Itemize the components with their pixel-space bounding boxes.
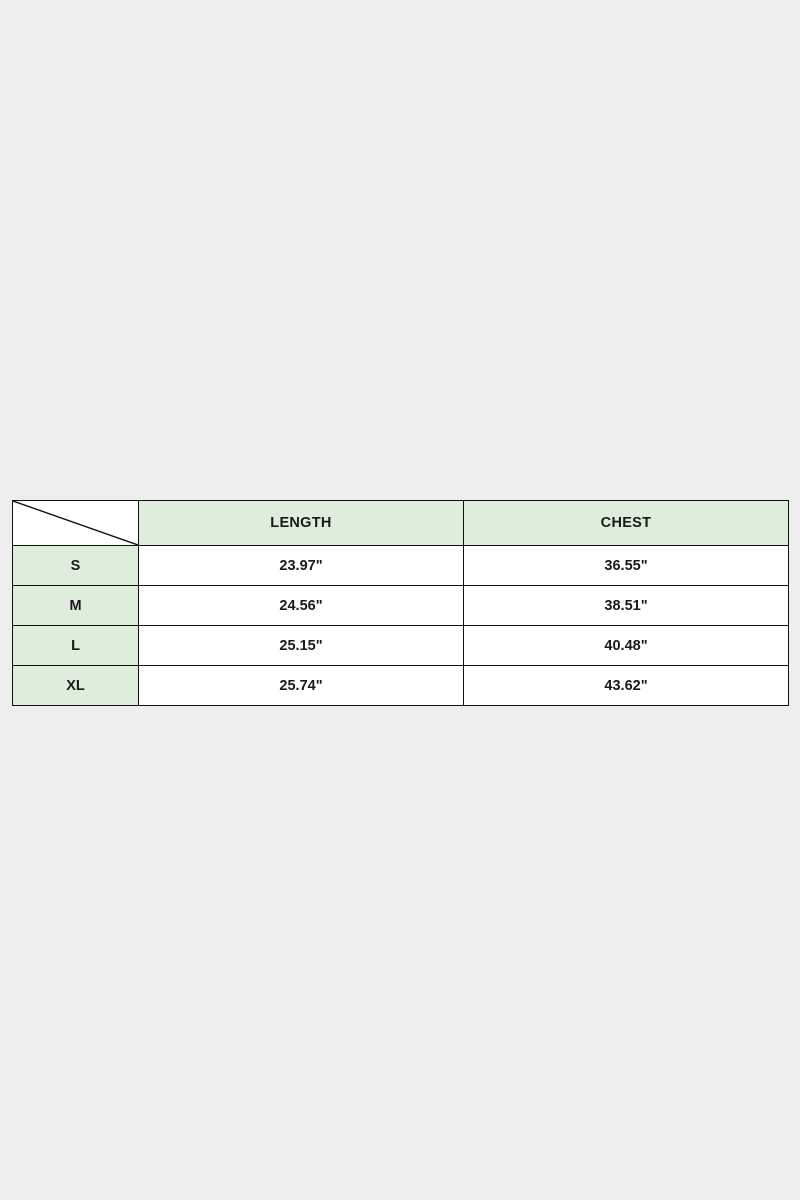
row-size-label: S (13, 546, 139, 586)
table-row (13, 666, 789, 706)
size-chart-container (12, 500, 788, 706)
cell-chest: 36.55" (464, 546, 789, 586)
row-size-label: XL (13, 666, 139, 706)
cell-length: 25.74" (139, 666, 464, 706)
column-header-length: LENGTH (139, 501, 464, 546)
cell-length: 25.15" (139, 626, 464, 666)
cell-length: 23.97" (139, 546, 464, 586)
corner-diagonal-cell (13, 501, 139, 546)
cell-chest: 38.51" (464, 586, 789, 626)
diagonal-line-icon (13, 501, 138, 545)
cell-chest: 43.62" (464, 666, 789, 706)
column-header-chest: CHEST (464, 501, 789, 546)
table-row (13, 586, 789, 626)
size-chart-table (12, 500, 789, 706)
cell-chest: 40.48" (464, 626, 789, 666)
row-size-label: L (13, 626, 139, 666)
table-header-row (13, 501, 789, 546)
cell-length: 24.56" (139, 586, 464, 626)
table-row (13, 546, 789, 586)
row-size-label: M (13, 586, 139, 626)
table-row (13, 626, 789, 666)
